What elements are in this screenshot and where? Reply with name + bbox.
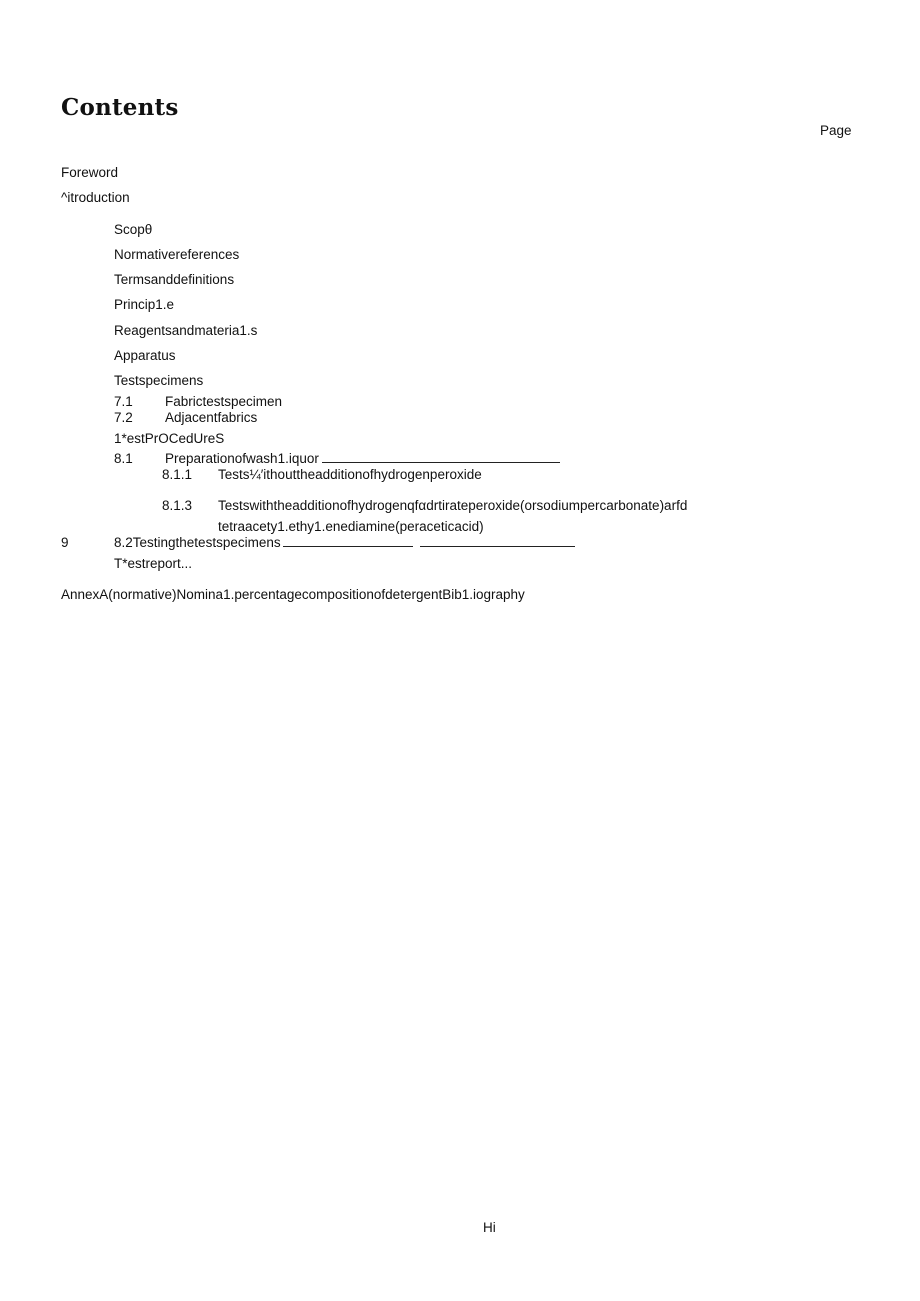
dot-leader <box>322 461 560 463</box>
toc-subsubentry-tests-with-peroxide[interactable]: Testswiththeadditionofhydrogenqfαdrtirateperoxide(orsodiumpercarbonate)arfd <box>218 498 688 513</box>
toc-entry-reagents[interactable]: Reagentsandmateria1.s <box>114 323 258 338</box>
toc-entry-test-report[interactable]: T*estreport... <box>114 556 193 571</box>
toc-entry-annex-and-bibliography[interactable]: AnnexA(normative)Nomina1.percentagecompositionofdetergentBib1.iography <box>61 587 525 602</box>
page-title: Contents <box>61 94 179 121</box>
toc-subentry-adjacent-fabrics[interactable]: Adjacentfabrics <box>165 410 258 425</box>
toc-entry-number: 9 <box>61 535 69 550</box>
toc-entry-apparatus[interactable]: Apparatus <box>114 348 176 363</box>
toc-subentry-number: 7.2 <box>114 410 133 425</box>
toc-entry-scope[interactable]: Scopθ <box>114 222 153 237</box>
toc-entry-introduction[interactable]: ^itroduction <box>61 190 130 205</box>
toc-subsubentry-number: 8.1.1 <box>162 467 193 482</box>
toc-subsubentry-tests-without-peroxide[interactable]: Tests¼′ithouttheadditionofhydrogenperoxide <box>218 467 482 482</box>
toc-subsubentry-tests-with-peroxide-continued[interactable]: tetraacety1.ethy1.enediamine(peraceticacid) <box>218 519 484 534</box>
toc-entry-test-procedures[interactable]: 1*estPrOCedUreS <box>114 431 225 446</box>
toc-subentry-preparation-of-wash-liquor: Preparationofwash1.iquor <box>165 451 319 466</box>
toc-subentry-number: 7.1 <box>114 394 133 409</box>
toc-entry-test-specimens[interactable]: Testspecimens <box>114 373 204 388</box>
page-column-label: Page <box>820 123 852 138</box>
dot-leader <box>420 545 575 547</box>
toc-entry-foreword[interactable]: Foreword <box>61 165 119 180</box>
toc-subentry-fabric-test-specimen[interactable]: Fabrictestspecimen <box>165 394 283 409</box>
toc-subentry-testing-the-test-specimens: 8.2Testingthetestspecimens <box>114 535 281 550</box>
toc-subentry-row-8-2[interactable] <box>114 536 575 550</box>
toc-subentry-number: 8.1 <box>114 451 133 466</box>
toc-entry-normative-references[interactable]: Normativereferences <box>114 247 240 262</box>
footer-page-number: Hi <box>483 1220 496 1235</box>
toc-subentry-row-8-1[interactable] <box>165 452 560 466</box>
toc-entry-terms-and-definitions[interactable]: Termsanddefinitions <box>114 272 235 287</box>
toc-entry-principle[interactable]: Princip1.e <box>114 297 175 312</box>
dot-leader <box>283 545 413 547</box>
toc-subsubentry-number: 8.1.3 <box>162 498 193 513</box>
